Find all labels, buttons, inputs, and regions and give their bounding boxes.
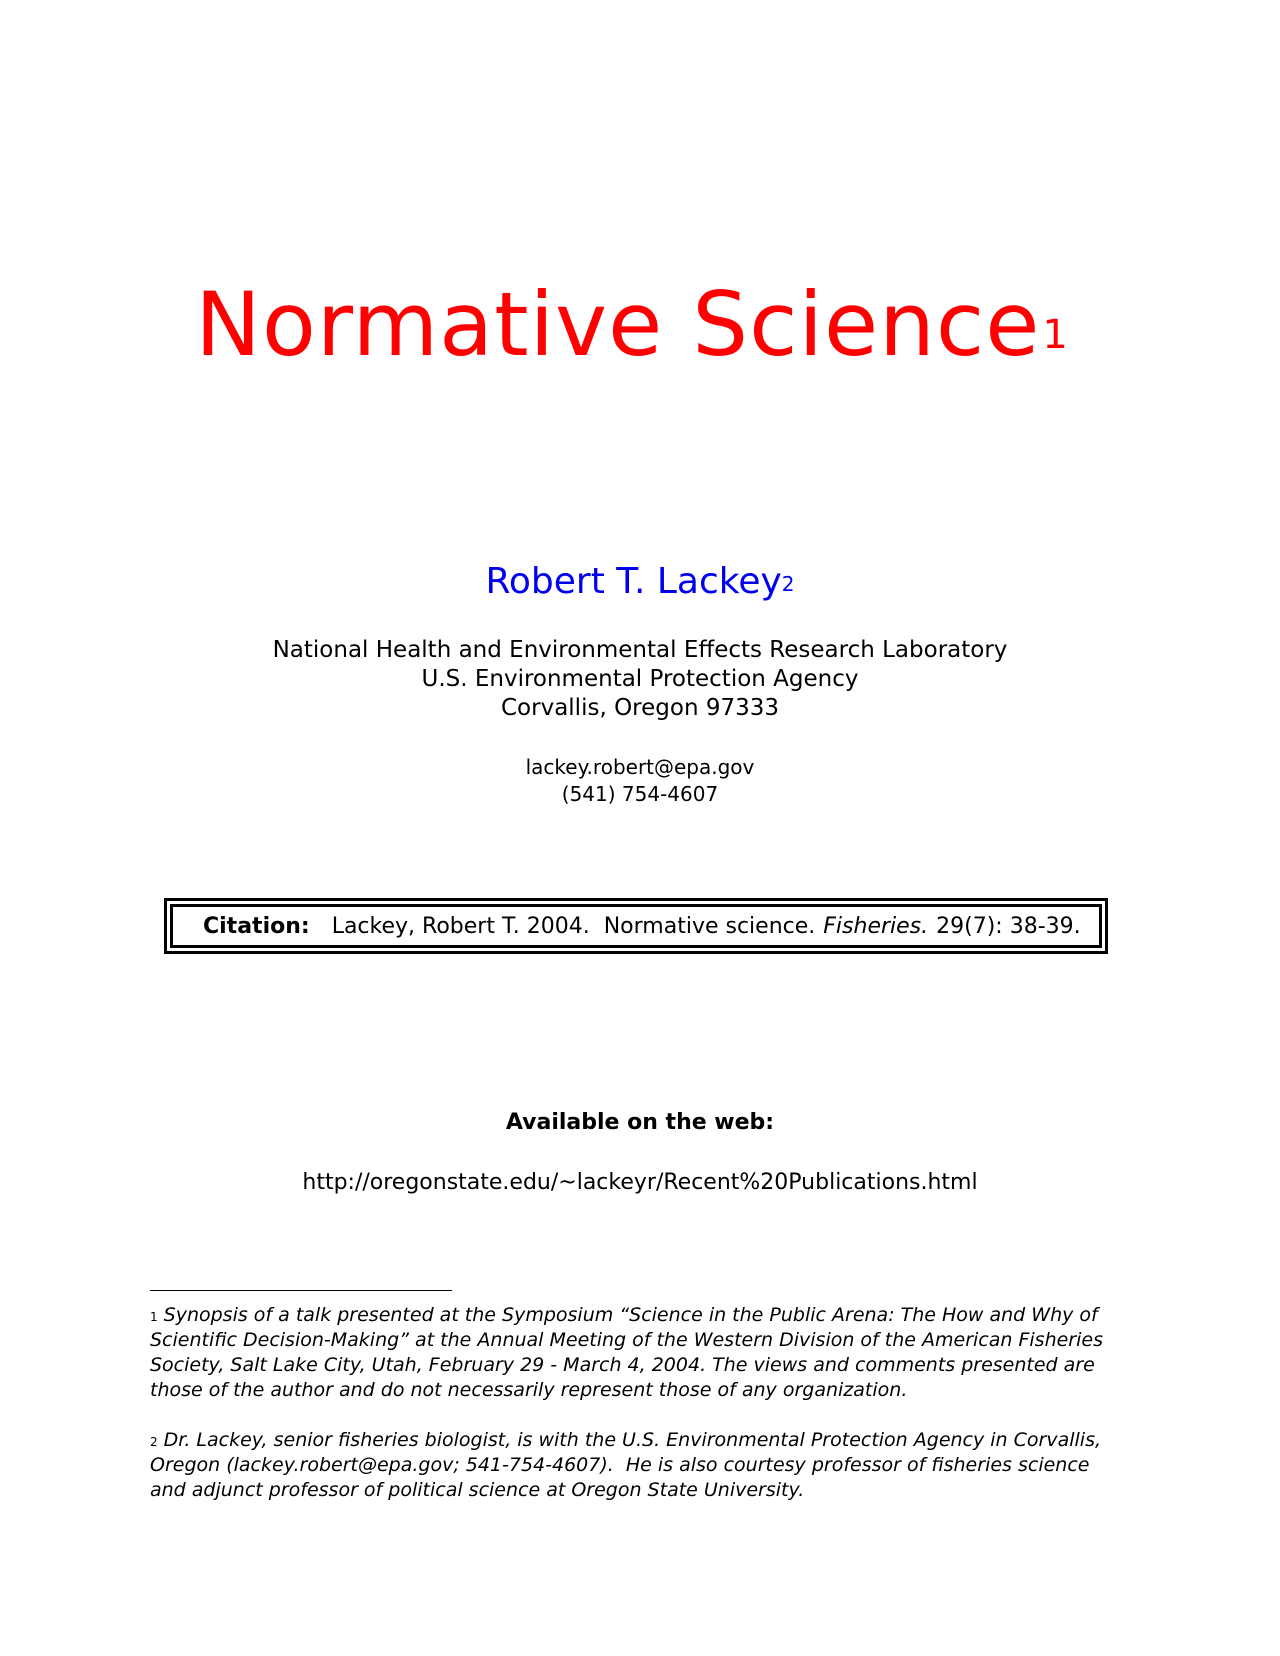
author-footnote-mark: 2	[781, 572, 795, 596]
web-url[interactable]: http://oregonstate.edu/~lackeyr/Recent%20Publications.html	[302, 1170, 978, 1195]
footnote-1-text: Synopsis of a talk presented at the Symposium “Science in the Public Arena: The How and Why of Scientific Decision-Making” at the Annual Meeting of the Western Division of the American Fisheries Society, Salt Lake City, Utah, February 29 - March 4, 2004. The views and comments presented are those of the author and do not necessarily represent those of any organization.	[150, 1304, 1103, 1401]
footnote-separator	[150, 1290, 452, 1291]
affiliation-block	[0, 636, 1280, 723]
affiliation-line-3: Corvallis, Oregon 97333	[501, 695, 779, 721]
footnote-2-text: Dr. Lackey, senior fisheries biologist, is with the U.S. Environmental Protection Agency in Corvallis, Oregon (lackey.robert@epa.gov; 541-754-4607). He is also courtesy professor of fisheries science and adjunct professor of political science at Oregon State University.	[150, 1429, 1108, 1501]
citation-text-before: Lackey, Robert T. 2004. Normative science.	[331, 913, 816, 939]
author-name	[0, 560, 1280, 604]
title-footnote-mark: 1	[1042, 312, 1069, 358]
affiliation-line-1: National Health and Environmental Effects Research Laboratory	[272, 637, 1008, 663]
web-availability-label: Available on the web:	[505, 1110, 775, 1135]
citation-label: Citation:	[203, 913, 310, 939]
footnote-2-mark: 2	[150, 1435, 158, 1449]
title-text: Normative Science	[195, 273, 1041, 376]
citation-text-after: 29(7): 38-39.	[936, 913, 1081, 939]
footnote-1	[150, 1303, 1130, 1403]
contact-email: lackey.robert@epa.gov	[525, 755, 755, 779]
footnote-1-mark: 1	[150, 1310, 158, 1324]
citation-journal: Fisheries.	[823, 913, 929, 939]
author-name-text: Robert T. Lackey	[485, 561, 782, 602]
citation-box	[164, 898, 1108, 954]
affiliation-line-2: U.S. Environmental Protection Agency	[421, 666, 859, 692]
contact-phone: (541) 754-4607	[561, 782, 719, 806]
document-title	[0, 275, 1272, 375]
contact-block	[0, 754, 1280, 808]
footnote-2	[150, 1428, 1130, 1503]
citation-inner	[170, 904, 1102, 948]
